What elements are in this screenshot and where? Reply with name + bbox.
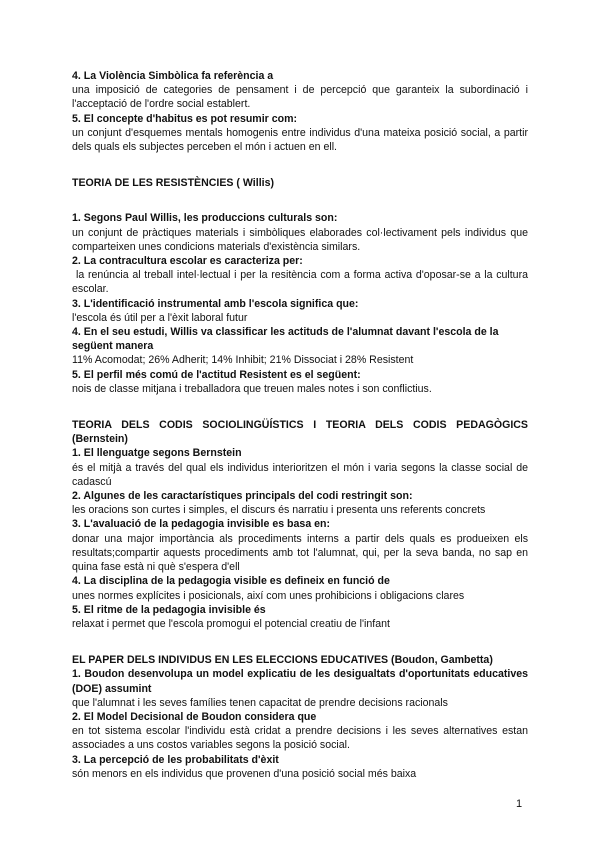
answer-text: un conjunt de pràctiques materials i simbòliques elaborades col·lectivament pels individus que comparteixen unes condicions materials d'existència similars. — [72, 226, 528, 253]
question-heading: 5. El perfil més comú de l'actitud Resistent es el següent: — [72, 368, 361, 381]
question-heading: 2. La contracultura escolar es caracteriza per: — [72, 255, 303, 268]
answer-text: són menors en els individus que provenen d'una posició social més baixa — [72, 767, 417, 780]
question-heading: 3. L'avaluació de la pedagogia invisible es basa en: — [72, 518, 331, 531]
question-heading: 3. La percepció de les probabilitats d'èxit — [72, 753, 279, 766]
question-heading: 1. Segons Paul Willis, les produccions culturals son: — [72, 212, 338, 225]
answer-text: la renúncia al treball intel·lectual i per la resitència com a forma activa d'oposar-se a la cultura escolar. — [72, 269, 528, 296]
question-heading: 4. La disciplina de la pedagogia visible es defineix en funció de — [72, 575, 390, 588]
answer-text: relaxat i permet que l'escola promogui el potencial creatiu de l'infant — [72, 617, 390, 630]
section-title-willis: TEORIA DE LES RESISTÈNCIES ( Willis) — [72, 177, 274, 190]
question-heading: 1. Boudon desenvolupa un model explicatiu de les desigualtats d'oportunitats educatives (DOE) assumint — [72, 668, 528, 695]
question-heading: 2. El Model Decisional de Boudon considera que — [72, 710, 317, 723]
answer-text: que l'alumnat i les seves famílies tenen capacitat de prendre decisions racionals — [72, 696, 448, 709]
answer-text: una imposició de categories de pensament i de percepció que garanteix la subordinació i l'acceptació de l'ordre social establert. — [72, 84, 528, 111]
question-heading: 3. L'identificació instrumental amb l'escola significa que: — [72, 297, 359, 310]
document-body — [72, 69, 528, 781]
section-title-boudon: EL PAPER DELS INDIVIDUS EN LES ELECCIONS EDUCATIVES (Boudon, Gambetta) — [72, 654, 493, 667]
answer-text: unes normes explícites i posicionals, així com unes prohibicions i obligacions clares — [72, 589, 465, 602]
answer-text: l'escola és útil per a l'èxit laboral futur — [72, 311, 248, 324]
page-number: 1 — [516, 798, 523, 810]
question-heading: 4. En el seu estudi, Willis va classificar les actituds de l'alumnat davant l'escola de la següent manera — [72, 326, 499, 353]
answer-text: un conjunt d'esquemes mentals homogenis entre individus d'una mateixa posició social, a partir dels quals els subjectes perceben el món i actuen en ell. — [72, 126, 528, 154]
question-heading: 4. La Violència Simbòlica fa referència a — [72, 70, 274, 82]
answer-text: les oracions son curtes i simples, el discurs és narratiu i presenta uns referents concrets — [72, 504, 486, 517]
answer-text: és el mitjà a través del qual els individus interioritzen el món i varia segons la classe social de cadascú — [72, 461, 528, 488]
answer-text: nois de classe mitjana i treballadora que treuen males notes i son conflictius. — [72, 382, 432, 395]
question-heading: 2. Algunes de les caractarístiques principals del codi restringit son: — [72, 490, 413, 503]
answer-text: en tot sistema escolar l'individu està cridat a prendre decisions i les seves alternatives estan associades a uns costos variables segons la posició social. — [72, 725, 528, 752]
section-title-bernstein: TEORIA DELS CODIS SOCIOLINGÜÍSTICS I TEORIA DELS CODIS PEDAGÒGICS (Bernstein) — [72, 419, 528, 446]
answer-text: donar una major importància als procediments interns a partir dels quals es produeixen els resultats;compartir aquests procediments amb tot l'alumnat, qui, per la seva banda, no sap en quina fase està ni què s'espera d'ell — [72, 532, 528, 574]
answer-text: 11% Acomodat; 26% Adherit; 14% Inhibit; 21% Dissociat i 28% Resistent — [72, 354, 414, 367]
question-heading: 5. El concepte d'habitus es pot resumir com: — [72, 112, 298, 125]
question-heading: 1. El llenguatge segons Bernstein — [72, 447, 242, 460]
question-heading: 5. El ritme de la pedagogia invisible és — [72, 603, 266, 616]
